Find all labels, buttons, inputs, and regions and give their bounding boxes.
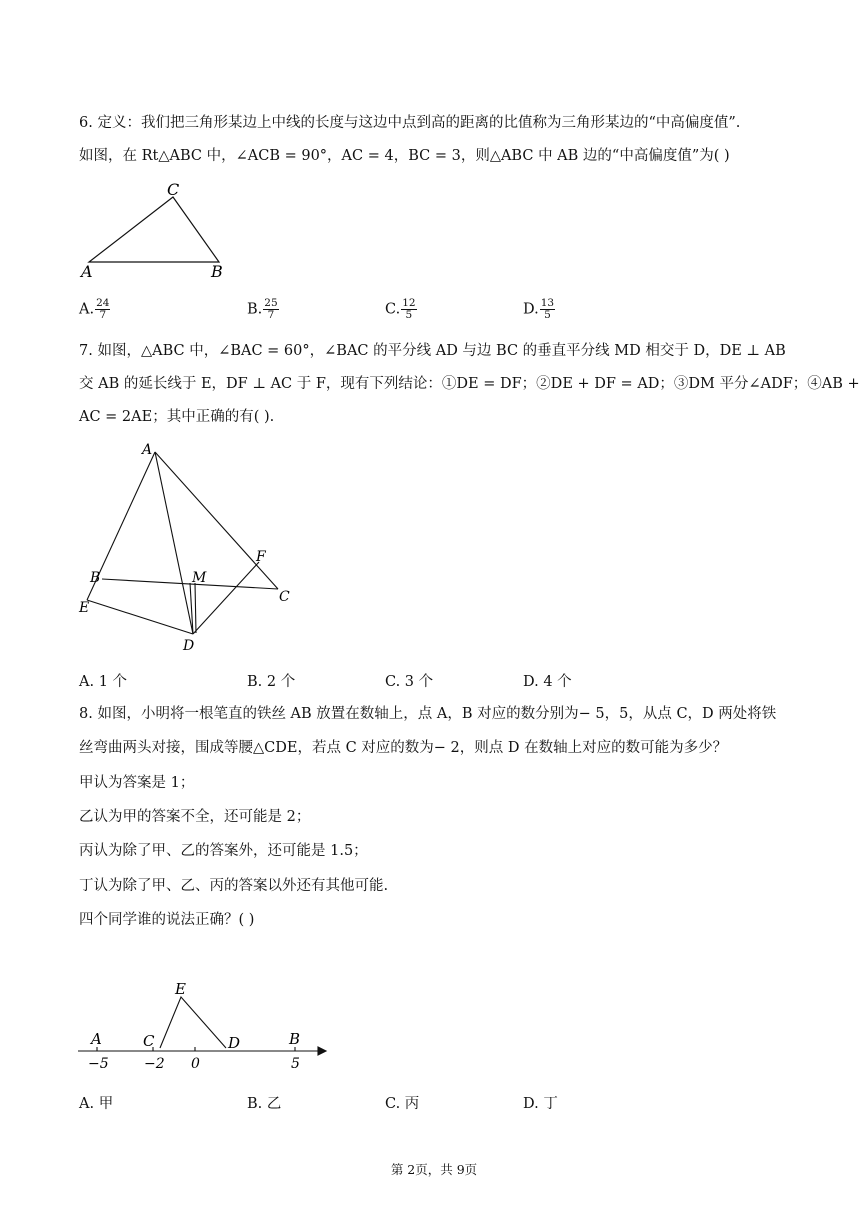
q8-option-a: A. 甲 xyxy=(79,1096,114,1112)
label-c: C xyxy=(167,180,180,199)
label-e: E xyxy=(175,980,186,998)
q6-triangle-figure xyxy=(78,176,238,280)
q6-line-2: 如图，在 Rt△ABC 中，∠ACB = 90°，AC = 4，BC = 3，则△ABC 中 AB 边的“中高偏度值”为( ) xyxy=(79,148,730,164)
fraction xyxy=(540,298,555,321)
q7-line-2: 交 AB 的延长线于 E，DF ⊥ AC 于 F，现有下列结论：①DE = DF；②DE + DF = AD；③DM 平分∠ADF；④AB + xyxy=(79,376,860,392)
q6-option-b xyxy=(247,298,279,321)
q7-option-d: D. 4 个 xyxy=(523,674,572,690)
q8-yi: 乙认为甲的答案不全，还可能是 2； xyxy=(79,809,311,825)
q8-line-1: 8. 如图，小明将一根笔直的铁丝 AB 放置在数轴上，点 A，B 对应的数分别为− 5，5，从点 C，D 两处将铁 xyxy=(79,706,777,722)
q8-option-b: B. 乙 xyxy=(247,1096,282,1112)
q7-line-1: 7. 如图，△ABC 中，∠BAC = 60°，∠BAC 的平分线 AD 与边 BC 的垂直平分线 MD 相交于 D，DE ⊥ AB xyxy=(79,343,786,359)
axis-arrow xyxy=(318,1047,326,1055)
q6-option-d xyxy=(523,298,555,321)
denominator: 5 xyxy=(544,309,551,321)
label-b: B xyxy=(289,1030,301,1048)
label-c: C xyxy=(279,589,290,605)
label-a: A xyxy=(81,262,93,280)
triangle-abc xyxy=(89,197,219,262)
label-b: B xyxy=(90,570,101,586)
q7-line-3: AC = 2AE；其中正确的有( ). xyxy=(79,409,275,425)
segment-md-mark xyxy=(195,583,196,633)
label-b: B xyxy=(211,262,223,280)
label-a: A xyxy=(142,442,153,458)
tick-label-5: 5 xyxy=(291,1056,300,1072)
q8-ding: 丁认为除了甲、乙、丙的答案以外还有其他可能. xyxy=(79,878,389,894)
q7-geometry-figure xyxy=(74,436,304,656)
option-letter: A. xyxy=(79,301,95,318)
option-letter: C. xyxy=(385,301,401,318)
tick-label-0: 0 xyxy=(191,1056,200,1072)
label-d: D xyxy=(183,638,195,654)
label-m: M xyxy=(192,570,207,586)
denominator: 7 xyxy=(267,309,275,321)
numerator: 25 xyxy=(264,297,278,309)
label-f: F xyxy=(256,549,266,565)
q7-option-a: A. 1 个 xyxy=(79,674,128,690)
denominator: 7 xyxy=(99,309,107,321)
segment-ac xyxy=(155,452,278,589)
fraction xyxy=(401,298,416,321)
q8-line-2: 丝弯曲两头对接，围成等腰△CDE，若点 C 对应的数为− 2，则点 D 在数轴上对应的数可能为多少？ xyxy=(79,740,728,756)
label-d: D xyxy=(228,1034,241,1052)
fraction xyxy=(95,298,110,321)
q7-option-b: B. 2 个 xyxy=(247,674,296,690)
label-e: E xyxy=(79,600,90,616)
q8-bing: 丙认为除了甲、乙的答案外，还可能是 1.5； xyxy=(79,843,368,859)
fraction xyxy=(263,298,278,321)
q6-option-a xyxy=(79,298,110,321)
option-letter: B. xyxy=(247,301,263,318)
page-footer: 第 2页，共 9页 xyxy=(390,1162,478,1177)
q8-number-line-figure xyxy=(74,972,330,1074)
q8-option-c: C. 丙 xyxy=(385,1096,420,1112)
tick-label-minus2: −2 xyxy=(144,1056,165,1072)
label-a: A xyxy=(91,1030,102,1048)
numerator: 24 xyxy=(96,297,110,309)
denominator: 5 xyxy=(405,309,413,321)
numerator: 12 xyxy=(402,297,416,309)
q8-option-d: D. 丁 xyxy=(523,1096,558,1112)
q6-line-1: 6. 定义：我们把三角形某边上中线的长度与这边中点到高的距离的比值称为三角形某边的“中高偏度值”. xyxy=(79,115,741,131)
numerator: 13 xyxy=(540,297,555,309)
q8-ask: 四个同学谁的说法正确？( ) xyxy=(79,912,255,928)
label-c: C xyxy=(143,1032,155,1050)
q6-option-c xyxy=(385,298,417,321)
q7-option-c: C. 3 个 xyxy=(385,674,434,690)
option-letter: D. xyxy=(523,301,539,318)
segment-ad xyxy=(155,452,193,634)
q8-jia: 甲认为答案是 1； xyxy=(79,775,195,791)
triangle-cde xyxy=(160,997,226,1048)
segment-ed xyxy=(87,600,193,634)
tick-label-minus5: −5 xyxy=(88,1056,109,1072)
